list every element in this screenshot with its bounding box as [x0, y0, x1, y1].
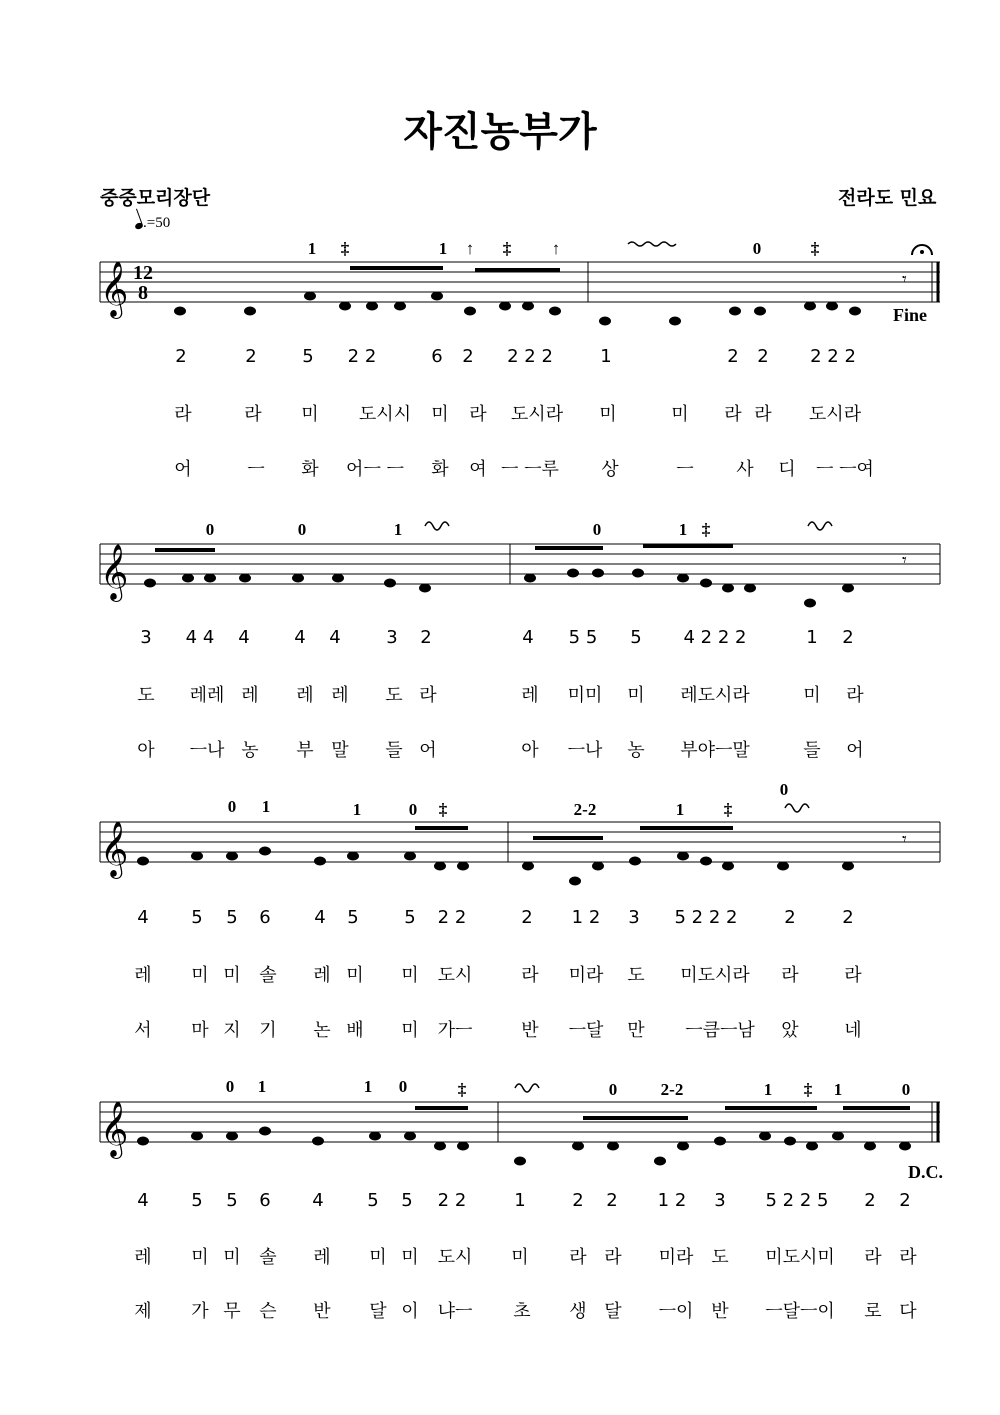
notation-text: 5 5	[568, 627, 598, 648]
notation-text: 들	[803, 740, 821, 761]
notation-text: 레	[296, 685, 314, 706]
notation-text: 도	[627, 965, 645, 986]
notation-text: 제	[134, 1301, 152, 1322]
notation-text: 서	[134, 1020, 152, 1041]
notation-text: 어ㅡ ㅡ	[346, 459, 404, 480]
fingering: 0	[205, 520, 215, 539]
svg-text:𝄾: 𝄾	[902, 269, 907, 290]
notation-text: 5	[191, 907, 203, 928]
notation-text: 5 2 2 2	[674, 907, 738, 928]
notation-text: 레	[521, 685, 539, 706]
notation-text: 5	[404, 907, 416, 928]
fingering: 0	[227, 797, 237, 816]
notation-text: 네	[844, 1020, 862, 1041]
solfege-row-2	[0, 681, 1000, 705]
notation-text: 반	[711, 1301, 729, 1322]
notation-text: 슨	[259, 1301, 277, 1322]
fingering: 1	[307, 239, 317, 258]
staff-2	[100, 544, 940, 584]
notation-text: 4	[312, 1190, 324, 1211]
lyrics-row-4	[0, 1297, 1000, 1321]
notation-text: 2	[420, 627, 432, 648]
tempo-marking: .=50	[135, 215, 170, 232]
notation-text: 4	[294, 627, 306, 648]
fingering: 1	[257, 1077, 267, 1096]
notation-text: 라	[174, 404, 192, 425]
fingering: ‡	[457, 1080, 467, 1099]
origin-label: 전라도 민요	[838, 187, 937, 209]
notation-text: ㅡ	[247, 459, 265, 480]
notation-text: 라	[469, 404, 487, 425]
fingering: ‡	[502, 239, 512, 258]
treble-clef-icon: 𝄞	[100, 544, 129, 600]
notation-text: 달	[604, 1301, 622, 1322]
fingering: ‡	[723, 800, 733, 819]
time-sig-bottom: 8	[138, 282, 148, 304]
fingering: ‡	[810, 239, 820, 258]
fine-label: Fine	[893, 305, 927, 325]
notation-text: 레	[134, 965, 152, 986]
dc-label: D.C.	[908, 1162, 943, 1182]
notation-text: 지	[223, 1020, 241, 1041]
fermata-icon	[912, 245, 932, 255]
notation-text: 1	[600, 346, 612, 367]
numbers-row-1	[0, 346, 1000, 370]
notation-text: 2	[757, 346, 769, 367]
numbers-row-4	[0, 1190, 1000, 1214]
jangdan-label: 중중모리장단	[100, 187, 211, 209]
numbers-row-2	[0, 627, 1000, 651]
notation-text: 반	[313, 1301, 331, 1322]
notation-text: 미도시라	[680, 965, 750, 986]
notation-text: 가	[191, 1301, 209, 1322]
notation-text: 6	[259, 907, 271, 928]
notation-text: 미	[191, 965, 209, 986]
notation-text: 논	[313, 1020, 331, 1041]
notation-text: ㅡ나	[567, 740, 603, 761]
notation-text: 5	[191, 1190, 203, 1211]
notation-text: 미	[599, 404, 617, 425]
notation-text: 만	[627, 1020, 645, 1041]
fingering: 2-2	[573, 800, 597, 819]
notation-text: 3	[628, 907, 640, 928]
notation-text: 아	[521, 740, 539, 761]
svg-text:𝄾: 𝄾	[902, 550, 907, 571]
time-sig-top: 12	[133, 262, 153, 284]
notation-text: 았	[781, 1020, 799, 1041]
notation-text: 다	[899, 1301, 917, 1322]
notation-text: 4	[137, 907, 149, 928]
fingering: 1	[261, 797, 271, 816]
notation-text: 1	[806, 627, 818, 648]
notation-text: 2	[245, 346, 257, 367]
notation-text: 여	[469, 459, 487, 480]
fingering: 0	[901, 1080, 911, 1099]
treble-clef-icon: 𝄞	[100, 261, 129, 317]
notation-text: 5	[347, 907, 359, 928]
notation-text: 4	[238, 627, 250, 648]
fingering: 0	[779, 780, 789, 799]
notation-text: 2	[842, 627, 854, 648]
solfege-row-1	[0, 400, 1000, 424]
notation-text: 솔	[259, 1247, 277, 1268]
notation-text: 4	[329, 627, 341, 648]
notation-text: 어	[419, 740, 437, 761]
notation-text: 1 2	[657, 1190, 687, 1211]
notation-text: 3	[386, 627, 398, 648]
notation-text: 도시시	[358, 404, 412, 425]
notation-text: 미	[803, 685, 821, 706]
notation-text: 2 2 2	[810, 346, 856, 367]
notation-text: 레	[331, 685, 349, 706]
notation-text: 어	[846, 740, 864, 761]
notation-text: 3	[140, 627, 152, 648]
notation-text: 라	[899, 1247, 917, 1268]
notation-text: ㅡ ㅡ루	[501, 459, 559, 480]
notation-text: 1 2	[571, 907, 601, 928]
fingering: 2-2	[660, 1080, 684, 1099]
notation-text: 미	[627, 685, 645, 706]
notation-text: ㅡ이	[658, 1301, 694, 1322]
fingering: ‡	[340, 239, 350, 258]
notation-text: 2	[864, 1190, 876, 1211]
notation-text: 가ㅡ	[437, 1020, 473, 1041]
notation-text: 배	[346, 1020, 364, 1041]
notation-text: 로	[864, 1301, 882, 1322]
lyrics-row-2	[0, 736, 1000, 760]
notation-text: 1	[514, 1190, 526, 1211]
notation-text: 2	[727, 346, 739, 367]
notation-text: 달	[369, 1301, 387, 1322]
notation-text: 라	[521, 965, 539, 986]
notation-text: 들	[385, 740, 403, 761]
notation-text: 말	[331, 740, 349, 761]
treble-clef-icon: 𝄞	[100, 821, 129, 877]
notation-text: 5	[302, 346, 314, 367]
notation-text: 4 4	[185, 627, 215, 648]
notation-text: 도	[385, 685, 403, 706]
notation-text: ㅡ큼ㅡ남	[685, 1020, 755, 1041]
fingering: 1	[438, 239, 448, 258]
notation-text: 초	[513, 1301, 531, 1322]
notation-text: 반	[521, 1020, 539, 1041]
notation-text: 이	[401, 1301, 419, 1322]
fingering: 1	[393, 520, 403, 539]
notation-text: ㅡ달	[568, 1020, 604, 1041]
fingering: ‡	[803, 1080, 813, 1099]
notation-text: 미	[401, 1020, 419, 1041]
fingering: 0	[592, 520, 602, 539]
fingering: 0	[408, 800, 418, 819]
notation-text: 미	[401, 965, 419, 986]
notation-text: ㅡ	[676, 459, 694, 480]
notation-text: 2 2	[437, 1190, 467, 1211]
notation-text: 5	[226, 907, 238, 928]
notation-text: 레도시라	[680, 685, 750, 706]
notation-text: 디	[778, 459, 796, 480]
notation-text: 4	[137, 1190, 149, 1211]
fingering: 0	[398, 1077, 408, 1096]
notation-text: 어	[174, 459, 192, 480]
solfege-row-3	[0, 961, 1000, 985]
notation-text: 2	[784, 907, 796, 928]
notation-text: 미	[671, 404, 689, 425]
notation-text: ㅡ ㅡ여	[816, 459, 874, 480]
notation-text: 2	[899, 1190, 911, 1211]
fingering: 1	[352, 800, 362, 819]
notation-text: 냐ㅡ	[437, 1301, 473, 1322]
notation-text: 부야ㅡ말	[680, 740, 750, 761]
notation-text: 솔	[259, 965, 277, 986]
notation-text: 라	[419, 685, 437, 706]
fingering: 0	[608, 1080, 618, 1099]
notation-text: 미미	[567, 685, 603, 706]
notation-text: ㅡ나	[189, 740, 225, 761]
fingering: 0	[752, 239, 762, 258]
notation-text: 미라	[568, 965, 604, 986]
fingering: 1	[833, 1080, 843, 1099]
page-title: 자진농부가	[403, 109, 597, 155]
notation-text: 라	[781, 965, 799, 986]
notation-text: 3	[714, 1190, 726, 1211]
notation-text: 레레	[189, 685, 225, 706]
notation-text: 5	[367, 1190, 379, 1211]
notation-text: 아	[137, 740, 155, 761]
notation-text: 2 2	[347, 346, 377, 367]
notation-text: 부	[296, 740, 314, 761]
notation-text: 미	[431, 404, 449, 425]
notation-text: 6	[259, 1190, 271, 1211]
notation-text: 레	[241, 685, 259, 706]
notation-text: 미	[223, 965, 241, 986]
notation-text: 2	[842, 907, 854, 928]
treble-clef-icon: 𝄞	[100, 1101, 129, 1157]
fingering: ‡	[701, 520, 711, 539]
notation-text: 미	[401, 1247, 419, 1268]
notation-text: 화	[301, 459, 319, 480]
fingering: 0	[225, 1077, 235, 1096]
notation-text: 미도시미	[765, 1247, 835, 1268]
notation-text: 2	[572, 1190, 584, 1211]
notation-text: 사	[736, 459, 754, 480]
notation-text: 도시라	[808, 404, 862, 425]
notation-text: 라	[569, 1247, 587, 1268]
notation-text: 무	[223, 1301, 241, 1322]
notation-text: 라	[846, 685, 864, 706]
notation-text: 레	[313, 965, 331, 986]
notation-text: 농	[241, 740, 259, 761]
notation-text: 2	[462, 346, 474, 367]
numbers-row-3	[0, 907, 1000, 931]
fingering: 1	[678, 520, 688, 539]
notation-text: 5	[401, 1190, 413, 1211]
notation-text: 라	[244, 404, 262, 425]
notation-text: 라	[724, 404, 742, 425]
notation-text: 상	[601, 459, 619, 480]
notation-text: 마	[191, 1020, 209, 1041]
notation-text: 2	[175, 346, 187, 367]
notation-text: 미	[301, 404, 319, 425]
notation-text: 4 2 2 2	[683, 627, 747, 648]
notation-text: 레	[313, 1247, 331, 1268]
notation-text: 5	[226, 1190, 238, 1211]
lyrics-row-3	[0, 1016, 1000, 1040]
fingering: ↑	[551, 239, 561, 258]
notation-text: 도시라	[510, 404, 564, 425]
notation-text: 5 2 2 5	[765, 1190, 829, 1211]
notation-text: 도	[711, 1247, 729, 1268]
solfege-row-4	[0, 1243, 1000, 1267]
fingering: ‡	[438, 800, 448, 819]
time-signature	[133, 262, 153, 304]
notation-text: 미	[369, 1247, 387, 1268]
notation-text: 도시	[437, 965, 473, 986]
notation-text: 6	[431, 346, 443, 367]
notation-text: 2	[606, 1190, 618, 1211]
fingering: 1	[363, 1077, 373, 1096]
notation-text: 라	[604, 1247, 622, 1268]
notation-text: 미	[191, 1247, 209, 1268]
notation-text: 미	[346, 965, 364, 986]
svg-text:𝄾: 𝄾	[902, 829, 907, 850]
notation-text: 도시	[437, 1247, 473, 1268]
notation-text: ㅡ달ㅡ이	[765, 1301, 835, 1322]
notation-text: 4	[522, 627, 534, 648]
notation-text: 라	[864, 1247, 882, 1268]
notation-text: 라	[754, 404, 772, 425]
fingering: 1	[675, 800, 685, 819]
notation-text: 미	[511, 1247, 529, 1268]
notation-text: 레	[134, 1247, 152, 1268]
notation-text: 미라	[658, 1247, 694, 1268]
notation-text: 2 2	[437, 907, 467, 928]
notation-text: 라	[844, 965, 862, 986]
notation-text: 기	[259, 1020, 277, 1041]
notation-text: 2	[521, 907, 533, 928]
notation-text: 농	[627, 740, 645, 761]
lyrics-row-1	[0, 455, 1000, 479]
notation-text: 화	[431, 459, 449, 480]
fingering: ↑	[465, 239, 475, 258]
fingering: 1	[763, 1080, 773, 1099]
fingering: 0	[297, 520, 307, 539]
notation-text: 2 2 2	[507, 346, 553, 367]
notation-text: 생	[569, 1301, 587, 1322]
notation-text: 도	[137, 685, 155, 706]
notation-text: 미	[223, 1247, 241, 1268]
notation-text: 4	[314, 907, 326, 928]
notation-text: 5	[630, 627, 642, 648]
